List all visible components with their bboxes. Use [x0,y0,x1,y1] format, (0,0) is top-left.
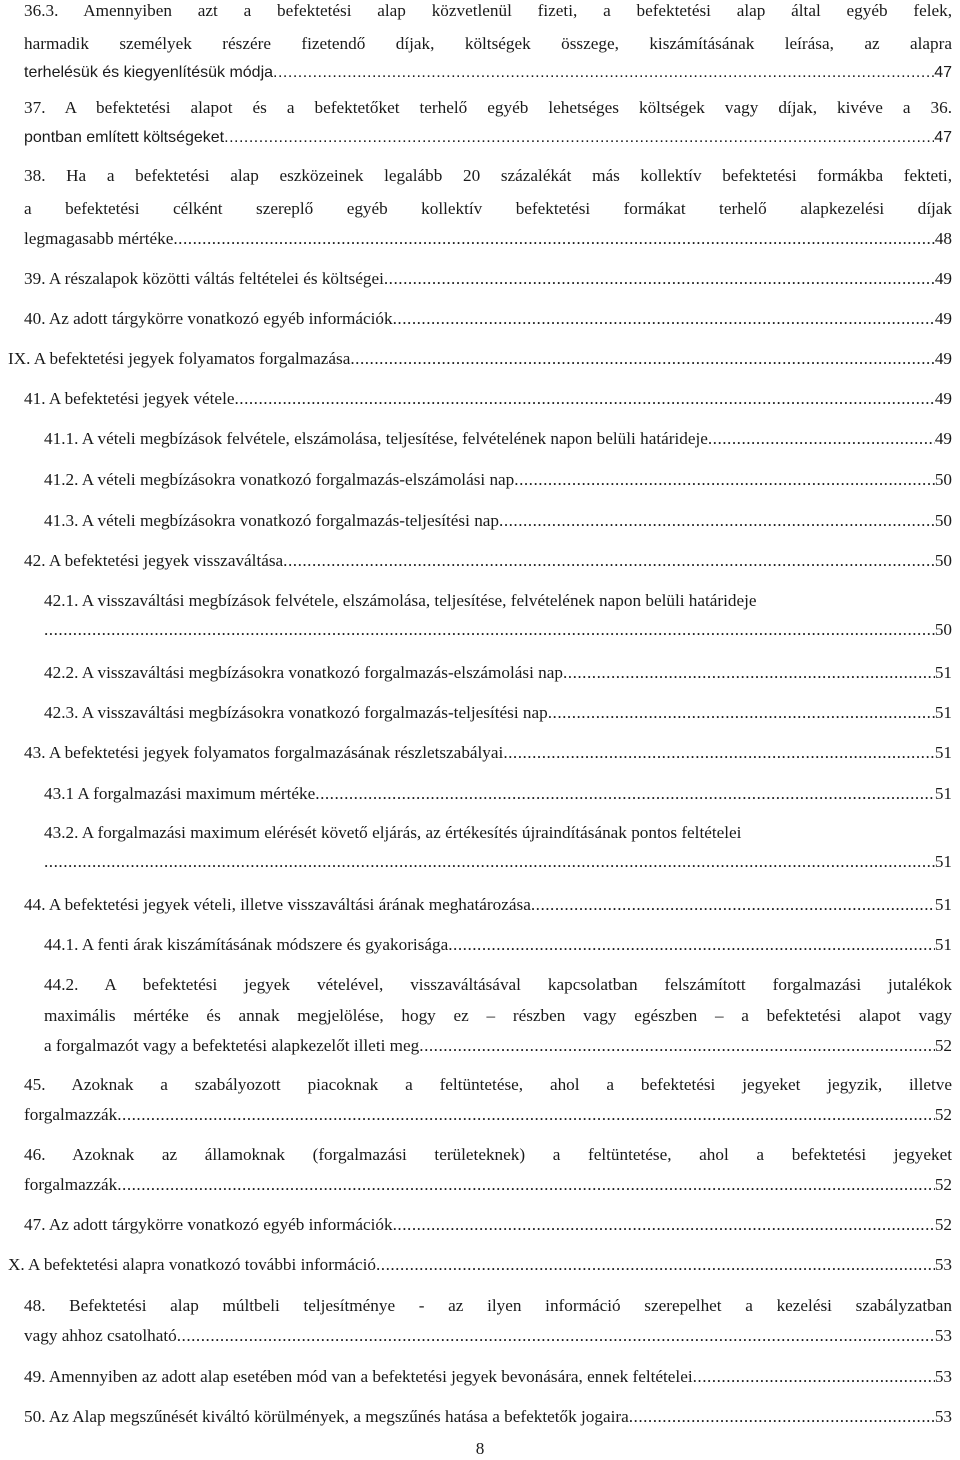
toc-page-number: 51 [934,935,952,954]
toc-entry-title: 42.2. A visszaváltási megbízásokra vonatkozó forgalmazás-elszámolási nap [44,663,563,682]
dot-leader [419,1035,935,1057]
toc-page-number: 48 [934,229,952,248]
toc-entry-title: 40. Az adott tárgykörre vonatkozó egyéb információk [24,309,393,328]
dot-leader [44,619,935,641]
toc-entry-leader-line [24,127,952,149]
dot-leader [350,348,934,370]
toc-page-number: 52 [934,1215,952,1234]
toc-entry-title: terhelésük és kiegyenlítésük módja [24,64,274,81]
toc-entry-text-line: 38. Ha a befektetési alap eszközeinek legalább 20 százalékát más kollektív befektetési formákba fekteti, [24,166,952,185]
toc-entry-text-line: a befektetési célként szereplő egyéb kollektív befektetési formákat terhelő alapkezelési díjak [24,199,952,218]
toc-entry-title: 43.1 A forgalmazási maximum mértéke [44,784,316,803]
dot-leader [376,1254,935,1276]
toc-page-number: 50 [934,470,952,489]
dot-leader [563,662,935,684]
toc-page-number: 53 [934,1255,952,1274]
toc-page-number: 51 [934,784,952,803]
toc-page-number: 51 [934,743,952,762]
dot-leader [708,428,935,450]
toc-entry-title: a forgalmazót vagy a befektetési alapkezelőt illeti meg [44,1036,420,1055]
toc-entry-leader-line [24,1174,952,1196]
dot-leader [44,851,935,873]
toc-entry-47[interactable] [24,1214,952,1236]
dot-leader [629,1406,935,1428]
toc-page-number: 51 [934,895,952,914]
toc-page-number: 51 [934,703,952,722]
toc-entry-title: 44.1. A fenti árak kiszámításának módszere és gyakorisága [44,935,449,954]
toc-entry-50[interactable] [24,1406,952,1428]
page-number: 8 [475,1439,485,1458]
toc-page-number: 52 [934,1036,952,1055]
toc-entry-ix[interactable] [8,348,952,370]
toc-entry-text-line: 43.2. A forgalmazási maximum elérését követő eljárás, az értékesítés újraindításának pontos feltételei [44,823,742,842]
dot-leader [548,702,935,724]
dot-leader [448,934,935,956]
toc-entry-leader-line [24,1104,952,1126]
dot-leader [393,1214,935,1236]
toc-page-number: 53 [934,1326,952,1345]
dot-leader [315,783,935,805]
toc-entry-text-line: 36.3. Amennyiben azt a befektetési alap közvetlenül fizeti, a befektetési alap által egyéb felek, [24,1,952,20]
toc-entry-40[interactable] [24,308,952,330]
toc-page-number: 52 [934,1175,952,1194]
toc-page-number: 51 [934,663,952,682]
toc-entry-43-1[interactable] [44,783,952,805]
dot-leader [273,62,934,84]
toc-page-number: 53 [934,1407,952,1426]
toc-entry-text-line: 46. Azoknak az államoknak (forgalmazási területeknek) a feltüntetése, ahol a befektetési jegyeket [24,1145,952,1164]
toc-entry-x[interactable] [8,1254,952,1276]
toc-page-number: 53 [934,1367,952,1386]
toc-entry-title: 50. Az Alap megszűnését kiváltó körülmények, a megszűnés hatása a befektetők jogaira [24,1407,629,1426]
toc-entry-leader-line [44,851,952,873]
toc-entry-text-line: 48. Befektetési alap múltbeli teljesítménye - az ilyen információ szerepelhet a kezelési szabályzatban [24,1296,952,1315]
dot-leader [514,469,935,491]
dot-leader [283,550,935,572]
toc-entry-42-2[interactable] [44,662,952,684]
toc-entry-title: legmagasabb mértéke [24,229,174,248]
toc-page-number: 50 [934,511,952,530]
toc-entry-title: 42.3. A visszaváltási megbízásokra vonatkozó forgalmazás-teljesítési nap [44,703,548,722]
dot-leader [384,268,935,290]
toc-page-number: 49 [934,309,952,328]
toc-entry-leader-line [24,1325,952,1347]
toc-entry-leader-line [24,228,952,250]
toc-entry-44-1[interactable] [44,934,952,956]
toc-entry-title: 47. Az adott tárgykörre vonatkozó egyéb információk [24,1215,393,1234]
dot-leader [531,894,935,916]
toc-entry-title: X. A befektetési alapra vonatkozó további információ [8,1255,376,1274]
toc-entry-title: 44. A befektetési jegyek vételi, illetve visszaváltási árának meghatározása [24,895,531,914]
toc-entry-leader-line [24,62,952,84]
toc-entry-title: pontban említett költségeket [24,129,225,146]
toc-entry-title: 39. A részalapok közötti váltás feltételei és költségei [24,269,384,288]
dot-leader [499,510,935,532]
toc-page-number: 50 [934,551,952,570]
toc-entry-39[interactable] [24,268,952,290]
toc-entry-title: 41.3. A vételi megbízásokra vonatkozó forgalmazás-teljesítési nap [44,511,500,530]
toc-page-number: 52 [934,1105,952,1124]
toc-entry-text-line: harmadik személyek részére fizetendő díjak, költségek összege, kiszámításának leírása, az alapra [24,34,952,53]
dot-leader [393,308,935,330]
toc-entry-41-3[interactable] [44,510,952,532]
toc-entry-41-1[interactable] [44,428,952,450]
toc-entry-title: forgalmazzák [24,1105,118,1124]
toc-entry-text-line: 37. A befektetési alapot és a befektetőket terhelő egyéb lehetséges költségek vagy díjak, kivéve a 36. [24,98,952,117]
dot-leader [693,1366,935,1388]
toc-page-number: 51 [934,852,952,871]
toc-entry-text-line: maximális mértéke és annak megjelölése, hogy ez – részben vagy egészben – a befektetési alapot vagy [44,1006,952,1025]
toc-entry-44[interactable] [24,894,952,916]
dot-leader [234,388,934,410]
toc-page-number: 49 [934,269,952,288]
toc-page-number: 47 [934,64,952,81]
dot-leader [224,127,934,149]
toc-page-number: 49 [934,429,952,448]
toc-entry-title: 41.1. A vételi megbízások felvétele, elszámolása, teljesítése, felvételének napon belüli határideje [44,429,708,448]
dot-leader [503,742,935,764]
dot-leader [117,1104,935,1126]
toc-entry-title: IX. A befektetési jegyek folyamatos forgalmazása [8,349,351,368]
dot-leader [173,228,934,250]
toc-page-number: 47 [934,129,952,146]
toc-entry-41[interactable] [24,388,952,410]
toc-page-number: 49 [934,389,952,408]
toc-entry-42-3[interactable] [44,702,952,724]
toc-entry-title: 41.2. A vételi megbízásokra vonatkozó forgalmazás-elszámolási nap [44,470,515,489]
toc-entry-title: 49. Amennyiben az adott alap esetében mód van a befektetési jegyek bevonására, ennek feltételei [24,1367,693,1386]
toc-entry-leader-line [44,619,952,641]
toc-page-number: 50 [934,620,952,639]
dot-leader [177,1325,935,1347]
toc-entry-title: 43. A befektetési jegyek folyamatos forgalmazásának részletszabályai [24,743,504,762]
toc-entry-41-2[interactable] [44,469,952,491]
toc-entry-title: forgalmazzák [24,1175,118,1194]
toc-page-number: 49 [934,349,952,368]
toc-entry-title: 42. A befektetési jegyek visszaváltása [24,551,284,570]
dot-leader [117,1174,935,1196]
toc-entry-49[interactable] [24,1366,952,1388]
toc-entry-42[interactable] [24,550,952,572]
toc-entry-text-line: 44.2. A befektetési jegyek vételével, visszaváltásával kapcsolatban felszámított forgalmazási jutalékok [44,975,952,994]
toc-entry-title: vagy ahhoz csatolható [24,1326,177,1345]
toc-entry-text-line: 45. Azoknak a szabályozott piacoknak a feltüntetése, ahol a befektetési jegyeket jegyzik, illetve [24,1075,952,1094]
toc-entry-title: 41. A befektetési jegyek vétele [24,389,235,408]
toc-entry-text-line: 42.1. A visszaváltási megbízások felvétele, elszámolása, teljesítése, felvételének napon belüli határideje [44,591,757,610]
toc-entry-43[interactable] [24,742,952,764]
toc-entry-leader-line [44,1035,952,1057]
